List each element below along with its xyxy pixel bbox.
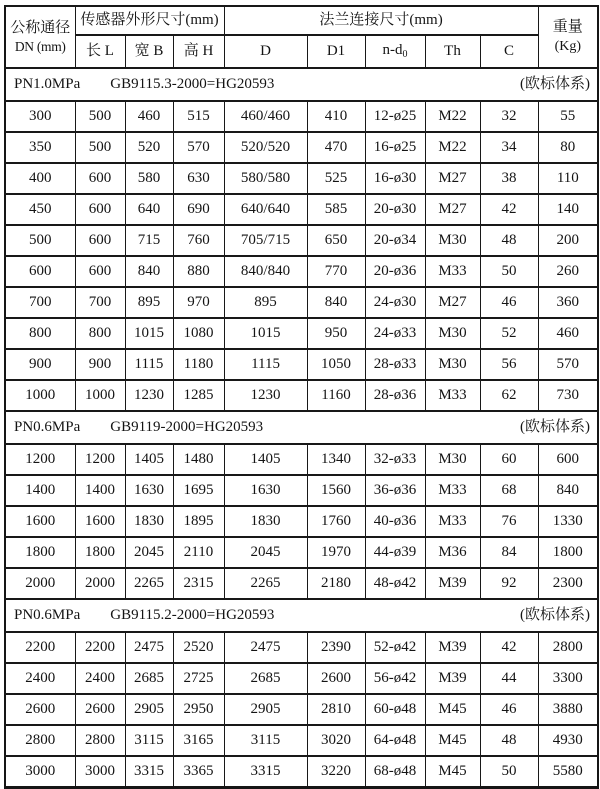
table-cell: 3880	[538, 694, 598, 725]
table-cell: 5580	[538, 756, 598, 788]
table-cell: 3220	[307, 756, 365, 788]
table-cell: 1200	[5, 444, 75, 475]
table-cell: 1800	[5, 537, 75, 568]
table-cell: 410	[307, 101, 365, 132]
table-cell: 580/580	[224, 163, 307, 194]
table-cell: 1970	[307, 537, 365, 568]
table-cell: 700	[5, 287, 75, 318]
table-row	[5, 101, 598, 132]
table-cell: 500	[75, 132, 125, 163]
table-cell: 2400	[5, 663, 75, 694]
table-cell: 2800	[75, 725, 125, 756]
section-row	[5, 68, 598, 101]
table-row	[5, 163, 598, 194]
table-cell: M39	[425, 568, 480, 599]
table-cell: M30	[425, 444, 480, 475]
table-cell: 56	[480, 349, 538, 380]
table-cell: 600	[538, 444, 598, 475]
table-cell: 140	[538, 194, 598, 225]
table-cell: 3315	[224, 756, 307, 788]
table-cell: 16-ø30	[365, 163, 425, 194]
table-cell: 1600	[75, 506, 125, 537]
table-cell: 4930	[538, 725, 598, 756]
header-n-d0-subscript: 0	[402, 49, 408, 61]
table-cell: 64-ø48	[365, 725, 425, 756]
table-cell: 38	[480, 163, 538, 194]
table-cell: M33	[425, 475, 480, 506]
section-system-note: (欧标体系)	[520, 418, 591, 435]
table-cell: 12-ø25	[365, 101, 425, 132]
table-cell: 1340	[307, 444, 365, 475]
table-cell: 2200	[75, 632, 125, 663]
table-cell: 3165	[173, 725, 224, 756]
table-cell: 56-ø42	[365, 663, 425, 694]
table-cell: 840	[538, 475, 598, 506]
table-cell: 1015	[125, 318, 173, 349]
table-cell: 2475	[224, 632, 307, 663]
table-cell: 36-ø36	[365, 475, 425, 506]
table-cell: 360	[538, 287, 598, 318]
table-cell: 600	[75, 256, 125, 287]
table-cell: 60	[480, 444, 538, 475]
table-cell: 760	[173, 225, 224, 256]
table-cell: 60-ø48	[365, 694, 425, 725]
table-cell: M33	[425, 506, 480, 537]
table-cell: 730	[538, 380, 598, 411]
table-cell: 350	[5, 132, 75, 163]
table-cell: 3300	[538, 663, 598, 694]
section-pressure-rating: PN0.6MPa	[14, 606, 81, 623]
table-body	[5, 68, 598, 788]
table-cell: 770	[307, 256, 365, 287]
table-cell: 300	[5, 101, 75, 132]
table-cell: 28-ø33	[365, 349, 425, 380]
table-cell: 2200	[5, 632, 75, 663]
table-cell: 2600	[5, 694, 75, 725]
table-cell: 1285	[173, 380, 224, 411]
table-cell: 1330	[538, 506, 598, 537]
table-cell: 600	[75, 163, 125, 194]
header-weight-unit: (Kg)	[554, 38, 582, 54]
table-cell: 3115	[224, 725, 307, 756]
table-cell: 1230	[125, 380, 173, 411]
table-row	[5, 287, 598, 318]
table-cell: 2800	[538, 632, 598, 663]
table-cell: M22	[425, 132, 480, 163]
table-cell: 1800	[75, 537, 125, 568]
table-cell: 48-ø42	[365, 568, 425, 599]
header-nominal-diameter	[5, 6, 75, 68]
section-standard-code: GB9115.3-2000=HG20593	[110, 75, 275, 92]
table-cell: 470	[307, 132, 365, 163]
header-th: Th	[425, 35, 480, 68]
table-row	[5, 225, 598, 256]
table-cell: 24-ø30	[365, 287, 425, 318]
table-cell: 3315	[125, 756, 173, 788]
table-cell: 715	[125, 225, 173, 256]
table-row	[5, 256, 598, 287]
table-row	[5, 663, 598, 694]
table-cell: 900	[75, 349, 125, 380]
table-cell: 48	[480, 225, 538, 256]
table-cell: 1000	[75, 380, 125, 411]
header-width-b: 宽 B	[125, 35, 173, 68]
table-cell: 2600	[75, 694, 125, 725]
table-cell: 640	[125, 194, 173, 225]
table-cell: 600	[5, 256, 75, 287]
table-cell: 52	[480, 318, 538, 349]
table-cell: 200	[538, 225, 598, 256]
table-cell: 1200	[75, 444, 125, 475]
table-cell: 16-ø25	[365, 132, 425, 163]
table-cell: 1400	[5, 475, 75, 506]
table-cell: 840/840	[224, 256, 307, 287]
table-cell: 62	[480, 380, 538, 411]
table-cell: 900	[5, 349, 75, 380]
section-row	[5, 411, 598, 444]
table-cell: 1830	[125, 506, 173, 537]
table-cell: 1895	[173, 506, 224, 537]
table-cell: 895	[125, 287, 173, 318]
section-label-cell	[5, 411, 598, 444]
table-cell: 2685	[224, 663, 307, 694]
table-cell: M33	[425, 256, 480, 287]
table-cell: 84	[480, 537, 538, 568]
table-cell: 68-ø48	[365, 756, 425, 788]
table-cell: 1480	[173, 444, 224, 475]
table-cell: 3020	[307, 725, 365, 756]
table-cell: 1830	[224, 506, 307, 537]
table-cell: 800	[5, 318, 75, 349]
table-cell: M27	[425, 194, 480, 225]
header-nominal-diameter-unit: DN (mm)	[14, 38, 66, 54]
table-cell: 2265	[224, 568, 307, 599]
table-cell: 460	[125, 101, 173, 132]
table-cell: 46	[480, 287, 538, 318]
table-cell: 1600	[5, 506, 75, 537]
table-row	[5, 506, 598, 537]
table-cell: 2000	[75, 568, 125, 599]
table-row	[5, 756, 598, 788]
table-cell: M45	[425, 725, 480, 756]
table-row	[5, 475, 598, 506]
section-system-note: (欧标体系)	[520, 606, 591, 623]
table-cell: 3000	[5, 756, 75, 788]
table-cell: 400	[5, 163, 75, 194]
table-cell: 28-ø36	[365, 380, 425, 411]
table-cell: 2045	[125, 537, 173, 568]
table-cell: 32-ø33	[365, 444, 425, 475]
table-cell: 42	[480, 632, 538, 663]
table-cell: 40-ø36	[365, 506, 425, 537]
table-cell: 895	[224, 287, 307, 318]
header-sensor-dimensions-group: 传感器外形尺寸(mm)	[75, 6, 224, 35]
table-cell: 1230	[224, 380, 307, 411]
table-cell: M27	[425, 287, 480, 318]
table-cell: 32	[480, 101, 538, 132]
table-cell: 48	[480, 725, 538, 756]
table-cell: 2265	[125, 568, 173, 599]
table-cell: 1160	[307, 380, 365, 411]
table-cell: 580	[125, 163, 173, 194]
table-cell: 1800	[538, 537, 598, 568]
table-cell: 705/715	[224, 225, 307, 256]
table-cell: 1015	[224, 318, 307, 349]
table-cell: 1405	[224, 444, 307, 475]
table-cell: M39	[425, 663, 480, 694]
table-cell: 2000	[5, 568, 75, 599]
header-height-h: 高 H	[173, 35, 224, 68]
table-cell: 515	[173, 101, 224, 132]
table-cell: 2685	[125, 663, 173, 694]
header-nominal-diameter-cn: 公称通径	[10, 19, 71, 36]
table-row	[5, 380, 598, 411]
table-cell: 20-ø34	[365, 225, 425, 256]
table-cell: 970	[173, 287, 224, 318]
table-cell: 92	[480, 568, 538, 599]
table-cell: 2800	[5, 725, 75, 756]
dimension-table	[4, 5, 599, 789]
table-cell: M36	[425, 537, 480, 568]
table-row	[5, 537, 598, 568]
table-cell: 68	[480, 475, 538, 506]
table-cell: 44	[480, 663, 538, 694]
table-cell: 3365	[173, 756, 224, 788]
table-cell: 76	[480, 506, 538, 537]
table-cell: 520	[125, 132, 173, 163]
table-cell: 20-ø30	[365, 194, 425, 225]
table-cell: 460	[538, 318, 598, 349]
table-row	[5, 568, 598, 599]
table-cell: 520/520	[224, 132, 307, 163]
section-system-note: (欧标体系)	[520, 75, 591, 92]
table-cell: M45	[425, 756, 480, 788]
section-label-cell	[5, 68, 598, 101]
table-cell: 525	[307, 163, 365, 194]
table-cell: 50	[480, 756, 538, 788]
table-cell: M33	[425, 380, 480, 411]
table-cell: 2905	[125, 694, 173, 725]
header-weight-cn: 重量	[552, 19, 583, 36]
table-cell: 1050	[307, 349, 365, 380]
table-cell: 110	[538, 163, 598, 194]
table-cell: 570	[538, 349, 598, 380]
table-cell: 42	[480, 194, 538, 225]
table-cell: 55	[538, 101, 598, 132]
table-row	[5, 632, 598, 663]
table-cell: M22	[425, 101, 480, 132]
table-cell: 2045	[224, 537, 307, 568]
table-cell: 2600	[307, 663, 365, 694]
table-cell: 260	[538, 256, 598, 287]
table-cell: 2810	[307, 694, 365, 725]
table-cell: 3115	[125, 725, 173, 756]
table-cell: 460/460	[224, 101, 307, 132]
table-cell: 700	[75, 287, 125, 318]
table-cell: 500	[5, 225, 75, 256]
table-cell: 950	[307, 318, 365, 349]
table-cell: 3000	[75, 756, 125, 788]
table-cell: 1405	[125, 444, 173, 475]
table-cell: M45	[425, 694, 480, 725]
table-row	[5, 444, 598, 475]
table-row	[5, 694, 598, 725]
table-cell: 600	[75, 194, 125, 225]
table-cell: 690	[173, 194, 224, 225]
table-cell: 2950	[173, 694, 224, 725]
table-cell: 1695	[173, 475, 224, 506]
table-cell: 630	[173, 163, 224, 194]
table-cell: M30	[425, 225, 480, 256]
table-cell: 46	[480, 694, 538, 725]
table-row	[5, 194, 598, 225]
table-cell: 2400	[75, 663, 125, 694]
table-cell: 800	[75, 318, 125, 349]
table-row	[5, 725, 598, 756]
table-cell: 34	[480, 132, 538, 163]
table-cell: M27	[425, 163, 480, 194]
table-cell: 2520	[173, 632, 224, 663]
table-cell: 44-ø39	[365, 537, 425, 568]
header-c: C	[480, 35, 538, 68]
table-cell: M39	[425, 632, 480, 663]
table-cell: 24-ø33	[365, 318, 425, 349]
header-weight	[538, 6, 598, 68]
table-cell: 450	[5, 194, 75, 225]
section-standard-code: GB9119-2000=HG20593	[110, 418, 264, 435]
header-n-d0: $n-d_0$	[365, 35, 425, 68]
section-pressure-rating: PN0.6MPa	[14, 418, 81, 435]
table-cell: 1000	[5, 380, 75, 411]
section-row	[5, 599, 598, 632]
table-cell: 1115	[224, 349, 307, 380]
table-cell: 2390	[307, 632, 365, 663]
table-cell: 1630	[125, 475, 173, 506]
header-d: D	[224, 35, 307, 68]
table-row	[5, 349, 598, 380]
table-cell: 1560	[307, 475, 365, 506]
table-cell: 2725	[173, 663, 224, 694]
section-label-cell	[5, 599, 598, 632]
table-cell: 2905	[224, 694, 307, 725]
table-cell: 2180	[307, 568, 365, 599]
table-cell: 600	[75, 225, 125, 256]
table-cell: 1115	[125, 349, 173, 380]
table-cell: 52-ø42	[365, 632, 425, 663]
table-cell: 1180	[173, 349, 224, 380]
table-cell: 20-ø36	[365, 256, 425, 287]
table-cell: 840	[125, 256, 173, 287]
table-row	[5, 318, 598, 349]
table-cell: M30	[425, 318, 480, 349]
table-cell: 2110	[173, 537, 224, 568]
table-cell: 840	[307, 287, 365, 318]
table-row	[5, 132, 598, 163]
table-cell: M30	[425, 349, 480, 380]
table-cell: 2475	[125, 632, 173, 663]
table-cell: 50	[480, 256, 538, 287]
table-cell: 880	[173, 256, 224, 287]
table-cell: 80	[538, 132, 598, 163]
section-standard-code: GB9115.2-2000=HG20593	[110, 606, 275, 623]
section-pressure-rating: PN1.0MPa	[14, 75, 81, 92]
header-flange-connection-group: 法兰连接尺寸(mm)	[224, 6, 538, 35]
table-cell: 2300	[538, 568, 598, 599]
table-cell: 500	[75, 101, 125, 132]
table-cell: 585	[307, 194, 365, 225]
table-cell: 1630	[224, 475, 307, 506]
header-d1: D1	[307, 35, 365, 68]
table-cell: 640/640	[224, 194, 307, 225]
table-cell: 570	[173, 132, 224, 163]
header-length-l: 长 L	[75, 35, 125, 68]
table-cell: 650	[307, 225, 365, 256]
table-cell: 2315	[173, 568, 224, 599]
table-cell: 1760	[307, 506, 365, 537]
table-cell: 1080	[173, 318, 224, 349]
table-cell: 1400	[75, 475, 125, 506]
